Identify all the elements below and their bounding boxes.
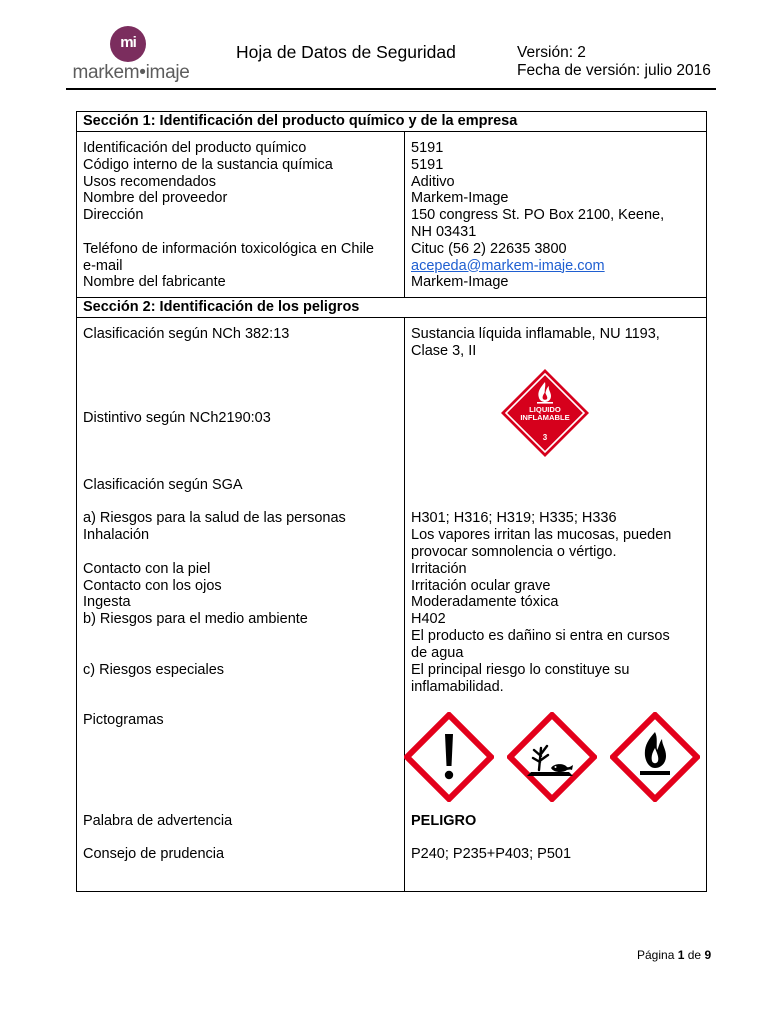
- value-supplier: Markem-Image: [411, 190, 509, 207]
- header-rule: [66, 88, 716, 90]
- version-block: [517, 44, 711, 80]
- section1-labels: [77, 132, 405, 298]
- value-nch382-line2: Clase 3, II: [411, 343, 477, 360]
- value-tox-phone: Cituc (56 2) 22635 3800: [411, 240, 567, 257]
- label-precaution: Consejo de prudencia: [83, 846, 225, 863]
- placard-text-line2: INFLAMABLE: [520, 413, 570, 423]
- value-precaution: P240; P235+P403; P501: [411, 846, 572, 863]
- value-eyes: Irritación ocular grave: [411, 578, 551, 595]
- label-product-id: Identificación del producto químico: [83, 140, 307, 156]
- value-special-1: El principal riesgo lo constituye su: [411, 662, 630, 679]
- label-supplier: Nombre del proveedor: [83, 190, 228, 207]
- value-inhalation-1: Los vapores irritan las mucosas, pueden: [411, 527, 672, 544]
- section2-labels: [77, 318, 405, 892]
- page-label: Página: [637, 948, 675, 962]
- section2-values: [405, 318, 707, 892]
- value-nch382-line1: Sustancia líquida inflamable, NU 1193,: [411, 326, 660, 343]
- section2-heading: Sección 2: Identificación de los peligros: [77, 298, 707, 318]
- version-date: Fecha de versión: julio 2016: [517, 62, 711, 79]
- label-signal-word: Palabra de advertencia: [83, 813, 233, 830]
- section1-heading: Sección 1: Identificación del producto químico y de la empresa: [77, 112, 707, 132]
- section1-values: [405, 132, 707, 298]
- document-title: Hoja de Datos de Seguridad: [236, 42, 456, 62]
- value-address-line2: NH 03431: [411, 223, 477, 240]
- value-ingestion: Moderadamente tóxica: [411, 594, 559, 611]
- label-pictograms: Pictogramas: [83, 712, 164, 729]
- page-current: 1: [677, 948, 685, 962]
- value-env-code: H402: [411, 611, 446, 628]
- exclamation-mark-pictogram: [404, 712, 494, 807]
- page-number: [637, 948, 711, 962]
- label-email: e-mail: [83, 257, 123, 274]
- label-tox-phone: Teléfono de información toxicológica en Chile: [83, 240, 374, 257]
- placard-text-line1: LIQUIDO: [529, 405, 561, 415]
- logo-circle: [110, 26, 146, 62]
- value-internal-code: 5191: [411, 156, 444, 173]
- value-address-line1: 150 congress St. PO Box 2100, Keene,: [411, 207, 665, 224]
- value-manufacturer: Markem-Image: [411, 274, 509, 291]
- label-sga: Clasificación según SGA: [83, 477, 243, 494]
- label-address: Dirección: [83, 207, 144, 224]
- company-logo: [66, 22, 196, 86]
- label-internal-code: Código interno de la sustancia química: [83, 156, 333, 173]
- label-skin: Contacto con la piel: [83, 561, 211, 578]
- label-nch382: Clasificación según NCh 382:13: [83, 326, 290, 343]
- version-number: Versión: 2: [517, 44, 586, 61]
- email-link[interactable]: acepeda@markem-imaje.com: [411, 257, 605, 274]
- label-spacer: [83, 224, 398, 241]
- value-signal-word: PELIGRO: [411, 813, 477, 830]
- value-hazard-codes: H301; H316; H319; H335; H336: [411, 510, 617, 527]
- value-env-2: de agua: [411, 645, 464, 662]
- label-eyes: Contacto con los ojos: [83, 578, 222, 595]
- value-uses: Aditivo: [411, 173, 455, 190]
- label-uses: Usos recomendados: [83, 173, 216, 190]
- label-ingestion: Ingesta: [83, 594, 131, 611]
- logo-text: markem•imaje: [72, 62, 190, 83]
- flammable-liquid-placard: [500, 368, 590, 463]
- label-special-risks: c) Riesgos especiales: [83, 662, 225, 679]
- page-of: de: [687, 948, 702, 962]
- label-nch2190: Distintivo según NCh2190:03: [83, 410, 271, 427]
- flame-pictogram: [610, 712, 700, 807]
- safety-data-table: [76, 111, 707, 892]
- label-env-risks: b) Riesgos para el medio ambiente: [83, 611, 308, 628]
- label-health-risks: a) Riesgos para la salud de las personas: [83, 510, 346, 527]
- value-env-1: El producto es dañino si entra en cursos: [411, 628, 670, 645]
- value-product-id: 5191: [411, 140, 444, 156]
- environment-pictogram: [507, 712, 597, 807]
- placard-class: 3: [542, 433, 548, 443]
- value-inhalation-2: provocar somnolencia o vértigo.: [411, 544, 617, 561]
- value-special-2: inflamabilidad.: [411, 679, 504, 696]
- label-inhalation: Inhalación: [83, 527, 150, 544]
- value-skin: Irritación: [411, 561, 467, 578]
- page-total: 9: [704, 948, 712, 962]
- label-manufacturer: Nombre del fabricante: [83, 274, 226, 291]
- logo-mark: mi: [120, 34, 136, 51]
